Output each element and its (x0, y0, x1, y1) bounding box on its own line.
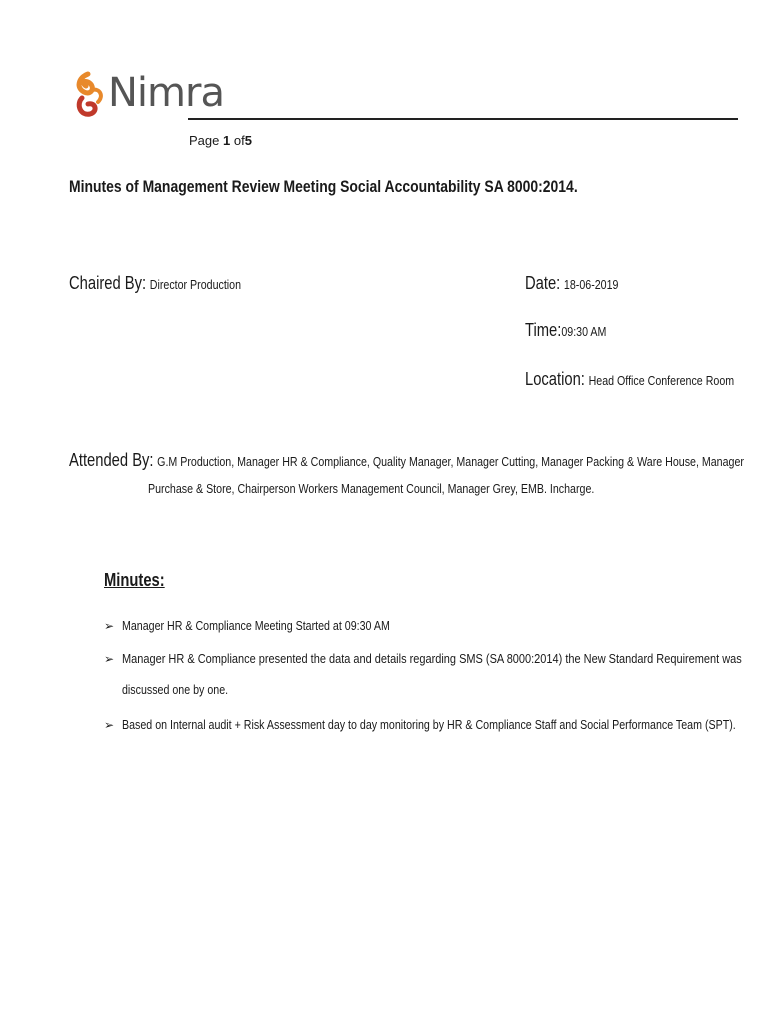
bullet-text: Manager HR & Compliance presented the data and details regarding SMS (SA 8000:2014) the New Standard Requirement was (122, 651, 742, 666)
bullet-text: Based on Internal audit + Risk Assessment day to day monitoring by HR & Compliance Staff and Social Performance Team (SPT). (122, 717, 736, 732)
location-label: Location: (525, 369, 585, 389)
time-value: 09:30 AM (561, 324, 607, 339)
meeting-date (525, 273, 618, 294)
chaired-by-label: Chaired By: (69, 273, 147, 293)
list-item (104, 651, 770, 666)
header-rule (188, 118, 738, 120)
page-prefix: Page (189, 133, 220, 148)
attended-by (69, 450, 744, 471)
bullet-continuation: discussed one by one. (122, 682, 229, 697)
minutes-heading: Minutes: (104, 570, 165, 590)
chaired-by-value: Director Production (149, 277, 242, 292)
chaired-by (69, 273, 241, 294)
arrow-bullet-icon: ➢ (104, 619, 115, 633)
page-current: 1 (223, 133, 231, 148)
arrow-bullet-icon: ➢ (104, 652, 115, 666)
attended-line-2: Purchase & Store, Chairperson Workers Management Council, Manager Grey, EMB. Incharge. (148, 481, 595, 496)
attended-line-1: G.M Production, Manager HR & Compliance, Quality Manager, Manager Cutting, Manager Packing & Ware House, Manager (157, 454, 744, 469)
location-value: Head Office Conference Room (588, 373, 735, 388)
date-value: 18-06-2019 (563, 277, 619, 292)
bullet-text: Manager HR & Compliance Meeting Started at 09:30 AM (122, 618, 390, 633)
page-number (189, 133, 252, 148)
list-item (104, 717, 770, 732)
meeting-time (525, 320, 606, 341)
meeting-location (525, 369, 734, 390)
arrow-bullet-icon: ➢ (104, 718, 115, 732)
logo-text: Nimra (108, 70, 224, 116)
list-item (104, 618, 449, 633)
date-label: Date: (525, 273, 561, 293)
attended-label: Attended By: (69, 450, 154, 470)
document-title: Minutes of Management Review Meeting Social Accountability SA 8000:2014. (69, 177, 578, 196)
page-total: 5 (244, 133, 252, 148)
time-label: Time: (525, 320, 562, 340)
page-of: of (233, 133, 245, 148)
